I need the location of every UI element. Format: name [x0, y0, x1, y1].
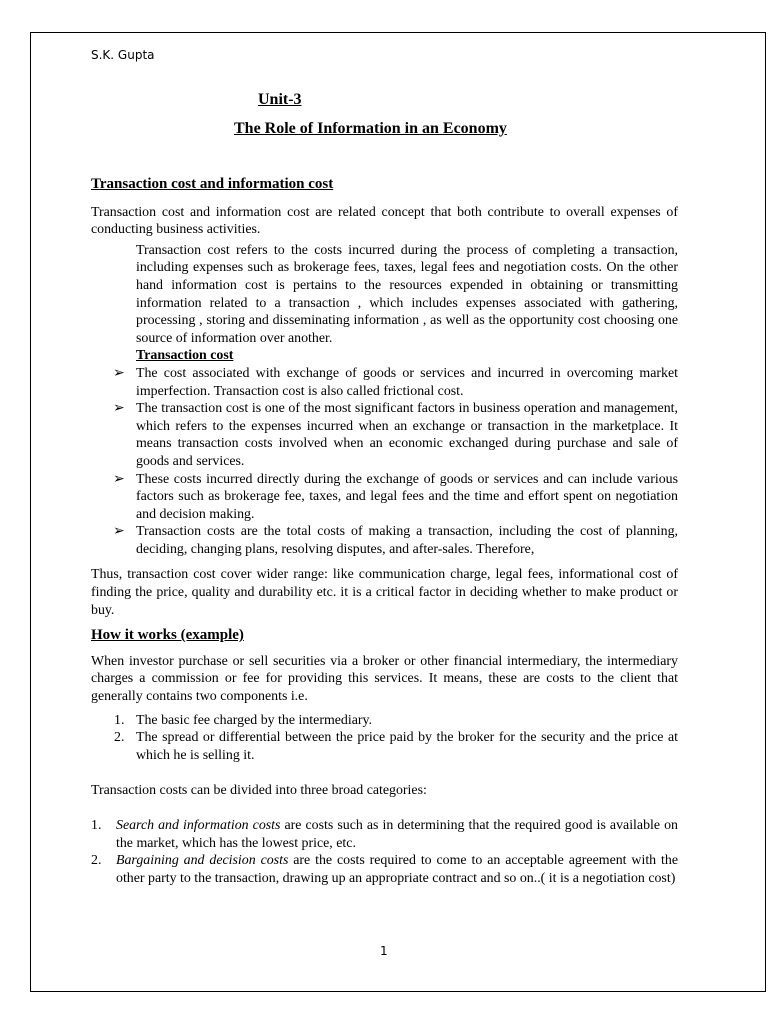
bullet-item: ➢ These costs incurred directly during the exchange of goods or services and can include various factors such as brokerage fee, taxes, and legal fees and the time and effort spent on negotiation and decision making.	[113, 471, 678, 522]
arrow-bullet-icon: ➢	[113, 524, 125, 540]
transaction-cost-bullets	[91, 365, 678, 559]
document-body	[91, 176, 678, 887]
arrow-bullet-icon: ➢	[113, 401, 125, 417]
how-it-works-paragraph: When investor purchase or sell securities via a broker or other financial intermediary, the intermediary charges a commission or fee for providing this services. It means, these are costs to the client that generally contains two components i.e.	[91, 653, 678, 705]
list-item: 1. Search and information costs are costs such as in determining that the required good is available on the market, which has the lowest price, etc.	[91, 818, 679, 851]
arrow-bullet-icon: ➢	[113, 471, 125, 487]
categories-intro: Transaction costs can be divided into three broad categories:	[91, 783, 427, 799]
bullet-item: ➢ The transaction cost is one of the most significant factors in business operation and management, which refers to the expenses incurred when an exchange or transaction in the marketplace. It means transaction costs involved when an economic exchanged during purchase and sale of goods and services.	[113, 401, 678, 469]
section-heading-transaction-information-cost: Transaction cost and information cost	[91, 176, 334, 192]
list-item: 1. The basic fee charged by the intermediary.	[114, 712, 373, 728]
unit-title: Unit-3	[258, 91, 302, 108]
category-term: Search and information costs	[116, 818, 281, 833]
bullet-item: ➢ The cost associated with exchange of goods or services and incurred in overcoming market imperfection. Transaction cost is also called frictional cost.	[113, 365, 678, 399]
summary-paragraph: Thus, transaction cost cover wider range: like communication charge, legal fees, informational cost of finding the price, quality and durability etc. it is a critical factor in deciding whether to make product or buy.	[91, 567, 678, 618]
categories-list	[91, 817, 678, 887]
indented-paragraph: Transaction cost refers to the costs incurred during the process of completing a transaction, including expenses such as brokerage fees, taxes, legal fees and negotiation costs. On the other hand information cost is pertains to the resources expended in obtaining or transmitting information related to a transaction , which includes expenses associated with gathering, processing , storing and disseminating information , as well as the opportunity cost choosing one source of information over another.	[136, 242, 678, 346]
section-heading-how-it-works: How it works (example)	[91, 627, 244, 644]
list-item: 2. Bargaining and decision costs are the costs required to come to an acceptable agreement with the other party to the transaction, drawing up an appropriate contract and so on..( it is a negotiation cost)	[91, 853, 678, 886]
author-header: S.K. Gupta	[91, 48, 155, 62]
document-title: The Role of Information in an Economy	[234, 120, 507, 137]
page-number: 1	[380, 944, 388, 958]
bullet-item: ➢ Transaction costs are the total costs of making a transaction, including the cost of planning, deciding, changing plans, resolving disputes, and after-sales. Therefore,	[113, 524, 678, 557]
arrow-bullet-icon: ➢	[113, 365, 125, 381]
components-list	[91, 712, 678, 765]
intro-paragraph: Transaction cost and information cost are related concept that both contribute to overall expenses of conducting business activities.	[91, 204, 678, 238]
subheading-transaction-cost: Transaction cost	[136, 348, 234, 364]
category-term: Bargaining and decision costs	[116, 853, 289, 869]
list-item: 2. The spread or differential between the price paid by the broker for the security and the price at which he is selling it.	[114, 730, 678, 763]
